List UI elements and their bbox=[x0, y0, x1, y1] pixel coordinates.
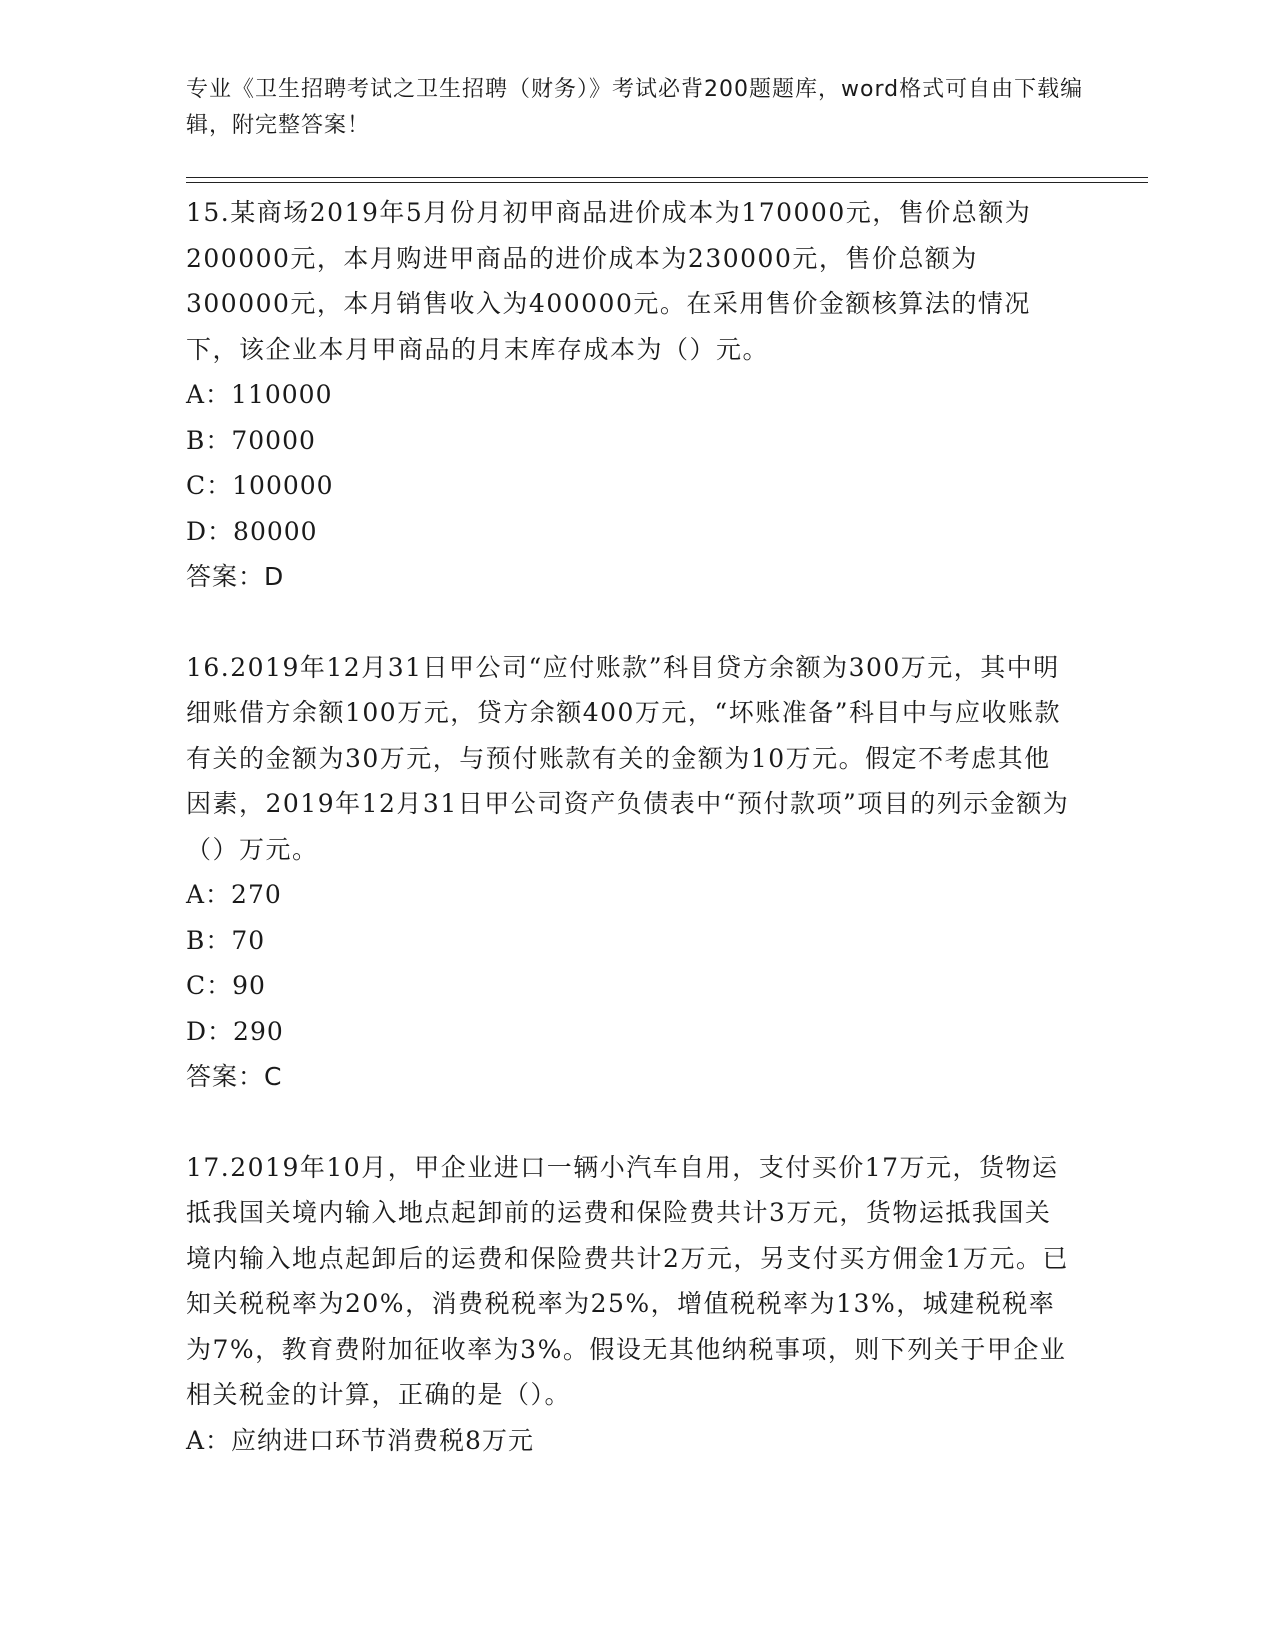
option-c: C：90 bbox=[186, 971, 266, 1000]
page-header bbox=[186, 72, 1086, 144]
question-list bbox=[186, 190, 1076, 1463]
spacer bbox=[186, 600, 1076, 645]
option-b: B：70000 bbox=[186, 425, 316, 455]
question-text: 15.某商场2019年5月份月初甲商品进价成本为170000元，售价总额为200000元，本月购进甲商品的进价成本为230000元，售价总额为300000元，本月销售收入为400000元。在采用售价金额核算法的情况下，该企业本月甲商品的月末库存成本为（）元。 bbox=[186, 198, 1032, 364]
question-17 bbox=[186, 1145, 1076, 1464]
option-a: A：应纳进口环节消费税8万元 bbox=[186, 1425, 534, 1455]
option-d: D：290 bbox=[186, 1016, 284, 1046]
header-rule-bottom bbox=[186, 182, 1148, 183]
option-d: D：80000 bbox=[186, 516, 318, 546]
option-b: B：70 bbox=[186, 925, 266, 955]
question-16 bbox=[186, 645, 1076, 1100]
option-a: A：270 bbox=[186, 880, 282, 909]
question-text: 17.2019年10月，甲企业进口一辆小汽车自用，支付买价17万元，货物运抵我国关境内输入地点起卸前的运费和保险费共计3万元，货物运抵我国关境内输入地点起卸后的运费和保险费共计2万元，另支付买方佣金1万元。已知关税税率为20%，消费税税率为25%，增值税税率为13%，城建税税率为7%，教育费附加征收率为3%。假设无其他纳税事项，则下列关于甲企业相关税金的计算，正确的是（）。 bbox=[186, 1152, 1069, 1409]
header-text: 专业《卫生招聘考试之卫生招聘（财务）》考试必背200题题库，word格式可自由下载编辑，附完整答案！ bbox=[186, 77, 1084, 138]
question-15 bbox=[186, 190, 1076, 600]
option-c: C：100000 bbox=[186, 471, 334, 500]
option-a: A：110000 bbox=[186, 380, 333, 409]
answer: 答案：D bbox=[186, 562, 285, 591]
question-text: 16.2019年12月31日甲公司“应付账款”科目贷方余额为300万元，其中明细账借方余额100万元，贷方余额400万元，“坏账准备”科目中与应收账款有关的金额为30万元，与预付账款有关的金额为10万元。假定不考虑其他因素，2019年12月31日甲公司资产负债表中“预付款项”项目的列示金额为（）万元。 bbox=[186, 652, 1070, 864]
answer: 答案：C bbox=[186, 1062, 283, 1091]
spacer bbox=[186, 1100, 1076, 1145]
header-rule-top bbox=[186, 177, 1148, 178]
